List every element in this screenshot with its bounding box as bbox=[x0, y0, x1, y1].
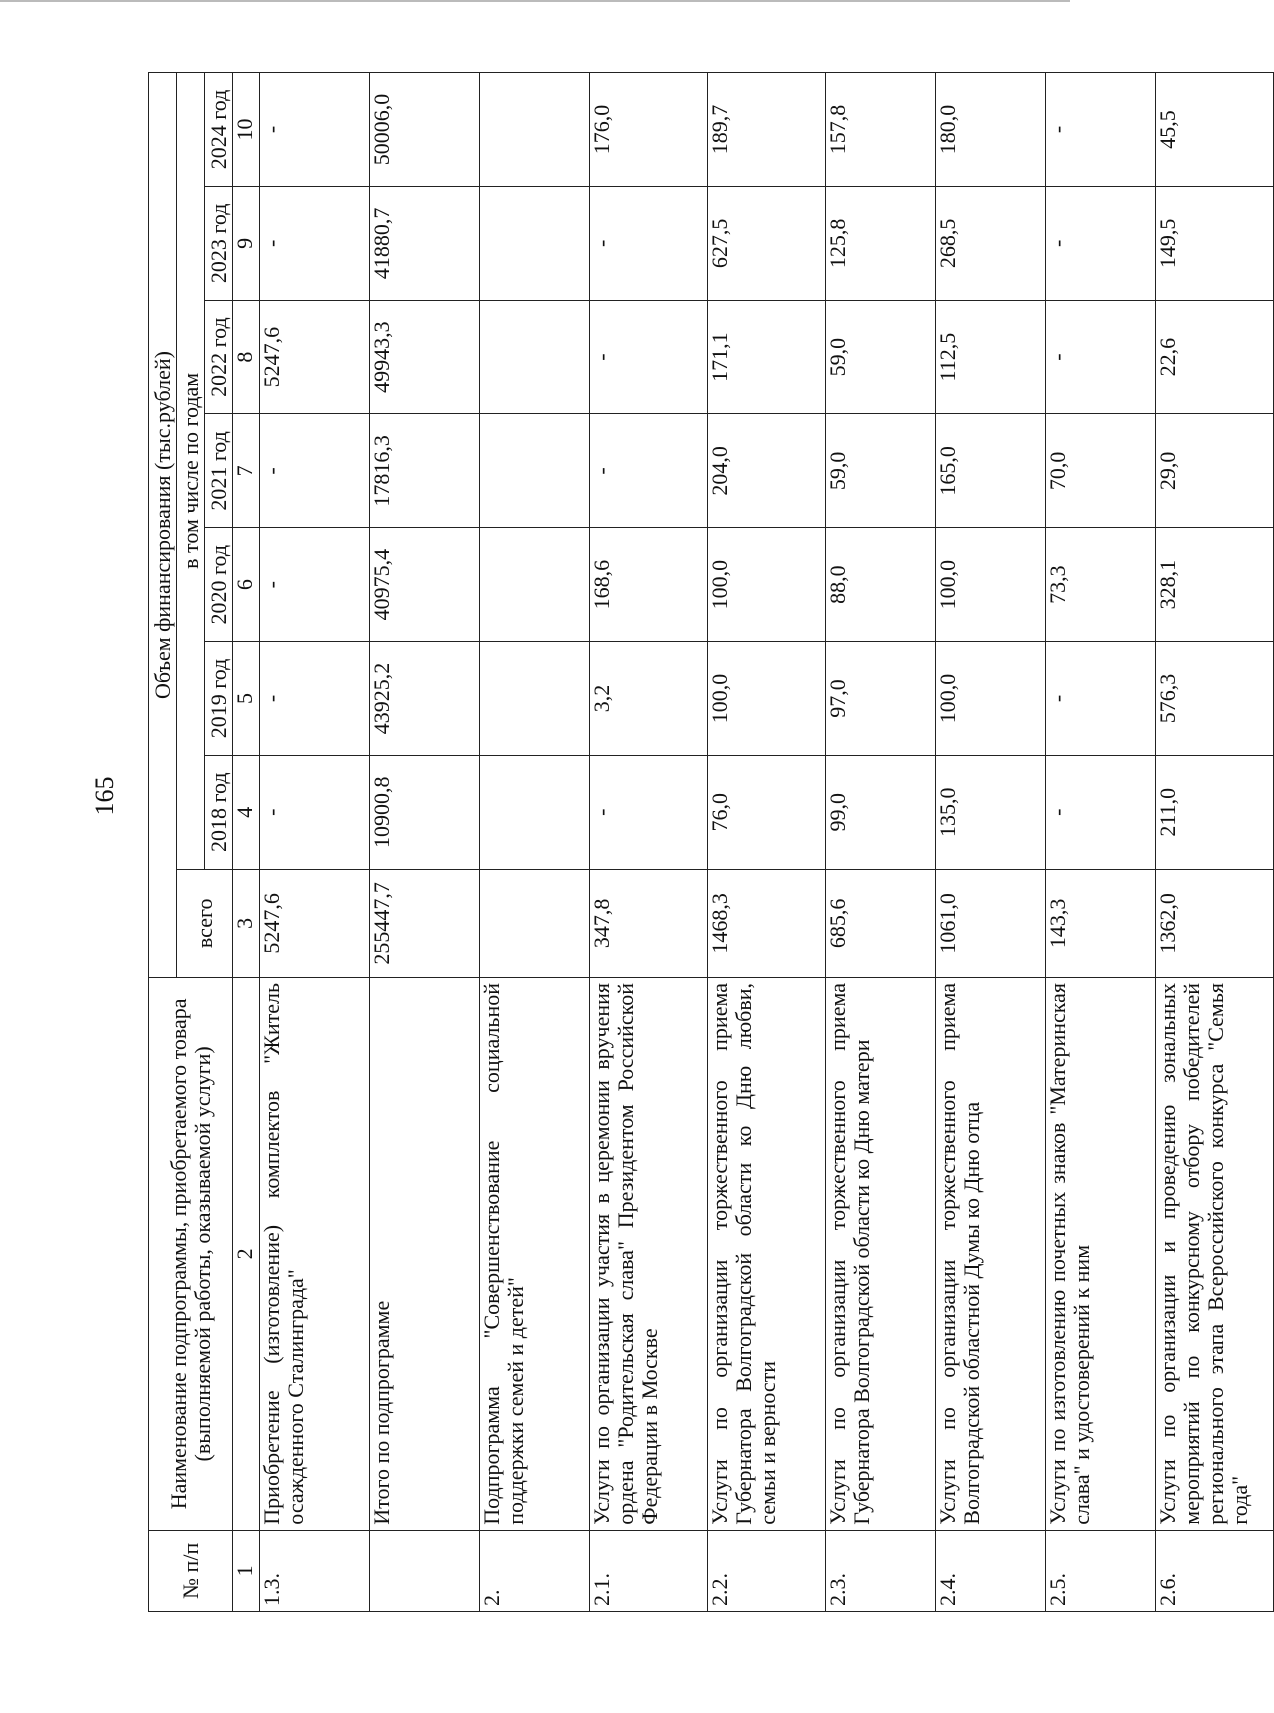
row-no: 2.2. bbox=[708, 1530, 826, 1611]
row-value-2021: 165,0 bbox=[936, 414, 1046, 528]
table-row bbox=[1156, 73, 1274, 1612]
row-value-2022 bbox=[480, 300, 590, 414]
row-value-2018: - bbox=[590, 755, 708, 869]
row-value-2021: - bbox=[260, 414, 370, 528]
row-value-2024: 180,0 bbox=[936, 73, 1046, 187]
row-value-2022: 171,1 bbox=[708, 300, 826, 414]
row-total: 347,8 bbox=[590, 869, 708, 977]
row-value-2024: - bbox=[1046, 73, 1156, 187]
row-total: 1061,0 bbox=[936, 869, 1046, 977]
column-number: 2 bbox=[233, 978, 260, 1531]
row-value-2024: 50006,0 bbox=[370, 73, 480, 187]
row-name: Итого по подпрограмме bbox=[370, 978, 480, 1531]
row-no: 2.3. bbox=[826, 1530, 936, 1611]
row-name: Услуги по организации торжественного приема Волгоградской областной Думы ко Дню отца bbox=[936, 978, 1046, 1531]
row-total: 255447,7 bbox=[370, 869, 480, 977]
row-total: 1468,3 bbox=[708, 869, 826, 977]
row-value-2023: 41880,7 bbox=[370, 186, 480, 300]
table-row bbox=[708, 73, 826, 1612]
header-year-2021: 2021 год bbox=[205, 414, 233, 528]
row-value-2019: - bbox=[260, 642, 370, 756]
row-value-2024: 189,7 bbox=[708, 73, 826, 187]
table-row bbox=[936, 73, 1046, 1612]
header-year-2022: 2022 год bbox=[205, 300, 233, 414]
header-year-2023: 2023 год bbox=[205, 186, 233, 300]
row-value-2023: 125,8 bbox=[826, 186, 936, 300]
row-value-2022: - bbox=[1046, 300, 1156, 414]
row-value-2018: - bbox=[1046, 755, 1156, 869]
row-value-2023: 627,5 bbox=[708, 186, 826, 300]
row-value-2023: 268,5 bbox=[936, 186, 1046, 300]
column-number: 3 bbox=[233, 869, 260, 977]
header-year-2024: 2024 год bbox=[205, 73, 233, 187]
row-value-2019: 576,3 bbox=[1156, 642, 1274, 756]
table-row bbox=[590, 73, 708, 1612]
header-total: всего bbox=[177, 869, 233, 977]
column-number: 4 bbox=[233, 755, 260, 869]
row-value-2023: - bbox=[1046, 186, 1156, 300]
row-value-2021: 70,0 bbox=[1046, 414, 1156, 528]
row-value-2022: 59,0 bbox=[826, 300, 936, 414]
row-value-2019: 43925,2 bbox=[370, 642, 480, 756]
column-number-row bbox=[233, 73, 260, 1612]
column-number: 5 bbox=[233, 642, 260, 756]
column-number: 8 bbox=[233, 300, 260, 414]
row-value-2024: 45,5 bbox=[1156, 73, 1274, 187]
row-no: 2.1. bbox=[590, 1530, 708, 1611]
row-value-2021 bbox=[480, 414, 590, 528]
row-value-2018: 135,0 bbox=[936, 755, 1046, 869]
table-row bbox=[370, 73, 480, 1612]
row-value-2021: 29,0 bbox=[1156, 414, 1274, 528]
row-value-2019: - bbox=[1046, 642, 1156, 756]
row-value-2019: 97,0 bbox=[826, 642, 936, 756]
row-name: Услуги по изготовлению почетных знаков "Материнская слава" и удостоверений к ним bbox=[1046, 978, 1156, 1531]
row-no bbox=[370, 1530, 480, 1611]
row-value-2018: 99,0 bbox=[826, 755, 936, 869]
row-total bbox=[480, 869, 590, 977]
row-name: Подпрограмма "Совершенствование социальной поддержки семей и детей" bbox=[480, 978, 590, 1531]
column-number: 6 bbox=[233, 528, 260, 642]
row-no: 2.4. bbox=[936, 1530, 1046, 1611]
scan-edge-line bbox=[0, 0, 1070, 2]
row-value-2020: 73,3 bbox=[1046, 528, 1156, 642]
row-value-2024 bbox=[480, 73, 590, 187]
row-no: 2.6. bbox=[1156, 1530, 1274, 1611]
row-value-2021: 17816,3 bbox=[370, 414, 480, 528]
row-value-2022: 22,6 bbox=[1156, 300, 1274, 414]
row-value-2019: 3,2 bbox=[590, 642, 708, 756]
column-number: 9 bbox=[233, 186, 260, 300]
row-name: Приобретение (изготовление) комплектов "Житель осажденного Сталинграда" bbox=[260, 978, 370, 1531]
row-value-2018: 76,0 bbox=[708, 755, 826, 869]
row-value-2024: 157,8 bbox=[826, 73, 936, 187]
row-value-2022: 49943,3 bbox=[370, 300, 480, 414]
row-name: Услуги по организации и проведению зональных мероприятий по конкурсному отбору победителей регионального этапа Всероссийского конкурса "Семья года" bbox=[1156, 978, 1274, 1531]
row-value-2019: 100,0 bbox=[708, 642, 826, 756]
row-value-2018: 211,0 bbox=[1156, 755, 1274, 869]
row-value-2023 bbox=[480, 186, 590, 300]
row-value-2020 bbox=[480, 528, 590, 642]
row-value-2022: - bbox=[590, 300, 708, 414]
header-name: Наименование подпрограммы, приобретаемого товара (выполняемой работы, оказываемой услуги) bbox=[149, 978, 233, 1531]
row-value-2021: 59,0 bbox=[826, 414, 936, 528]
column-number: 10 bbox=[233, 73, 260, 187]
row-value-2020: 100,0 bbox=[708, 528, 826, 642]
row-no: 2. bbox=[480, 1530, 590, 1611]
row-value-2019: 100,0 bbox=[936, 642, 1046, 756]
page-number: 165 bbox=[90, 776, 119, 816]
table-row bbox=[826, 73, 936, 1612]
row-value-2020: 328,1 bbox=[1156, 528, 1274, 642]
row-value-2023: - bbox=[260, 186, 370, 300]
row-no: 2.5. bbox=[1046, 1530, 1156, 1611]
row-value-2024: 176,0 bbox=[590, 73, 708, 187]
column-number: 7 bbox=[233, 414, 260, 528]
row-value-2018: 10900,8 bbox=[370, 755, 480, 869]
row-value-2018: - bbox=[260, 755, 370, 869]
table-row bbox=[480, 73, 590, 1612]
row-name: Услуги по организации торжественного приема Губернатора Волгоградской области ко Дню любви, семьи и верности bbox=[708, 978, 826, 1531]
row-total: 5247,6 bbox=[260, 869, 370, 977]
table-row bbox=[1046, 73, 1156, 1612]
row-name: Услуги по организации участия в церемонии вручения ордена "Родительская слава" Президентом Российской Федерации в Москве bbox=[590, 978, 708, 1531]
row-value-2024: - bbox=[260, 73, 370, 187]
row-value-2021: 204,0 bbox=[708, 414, 826, 528]
row-value-2023: 149,5 bbox=[1156, 186, 1274, 300]
row-value-2020: - bbox=[260, 528, 370, 642]
row-no: 1.3. bbox=[260, 1530, 370, 1611]
header-year-2019: 2019 год bbox=[205, 642, 233, 756]
rotated-table-container bbox=[148, 72, 1252, 1612]
row-value-2022: 5247,6 bbox=[260, 300, 370, 414]
row-value-2022: 112,5 bbox=[936, 300, 1046, 414]
row-value-2021: - bbox=[590, 414, 708, 528]
row-value-2023: - bbox=[590, 186, 708, 300]
header-year-2018: 2018 год bbox=[205, 755, 233, 869]
header-no: № п/п bbox=[149, 1530, 233, 1611]
row-value-2019 bbox=[480, 642, 590, 756]
funding-table bbox=[148, 72, 1274, 1612]
row-value-2020: 40975,4 bbox=[370, 528, 480, 642]
row-value-2020: 100,0 bbox=[936, 528, 1046, 642]
row-total: 1362,0 bbox=[1156, 869, 1274, 977]
row-value-2020: 168,6 bbox=[590, 528, 708, 642]
table-row bbox=[260, 73, 370, 1612]
header-year-2020: 2020 год bbox=[205, 528, 233, 642]
header-by-years: в том числе по годам bbox=[177, 73, 205, 870]
row-total: 685,6 bbox=[826, 869, 936, 977]
row-total: 143,3 bbox=[1046, 869, 1156, 977]
column-number: 1 bbox=[233, 1530, 260, 1611]
row-value-2018 bbox=[480, 755, 590, 869]
header-funding: Объем финансирования (тыс.рублей) bbox=[149, 73, 177, 978]
row-name: Услуги по организации торжественного приема Губернатора Волгоградской области ко Дню матери bbox=[826, 978, 936, 1531]
row-value-2020: 88,0 bbox=[826, 528, 936, 642]
